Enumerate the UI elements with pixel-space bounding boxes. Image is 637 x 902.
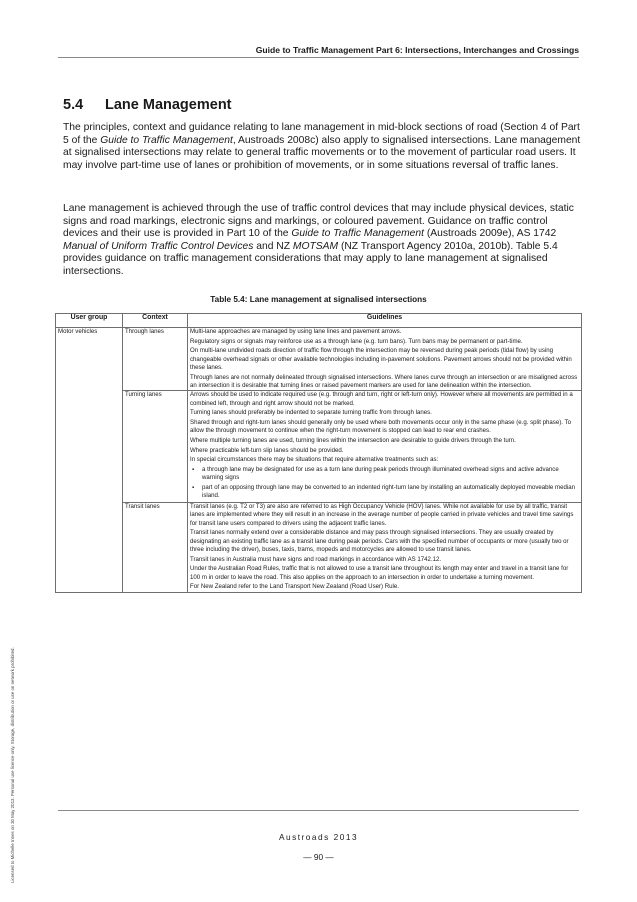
paragraph-1: The principles, context and guidance relating to lane management in mid-block sections of road (Section 4 of Part 5 of the Guide to Traffic Management, Austroads 2008c) also apply to signalised intersections. Lane management at signalised intersections may relate to general traffic movements or to the movement of particular road users. It may involve part-time use of lanes or prohibition of movements, or in some situations reversal of traffic lanes.: [63, 122, 581, 171]
footer-divider: [58, 810, 579, 811]
guideline-text: Turning lanes should preferably be indented to separate turning traffic from through lanes.: [190, 409, 432, 417]
licence-side-note: [2, 513, 15, 883]
guidelines-cell: [188, 328, 582, 391]
page-number: — 90 —: [303, 852, 334, 862]
guideline-text: In special circumstances there may be situations that require alternative treatments such as:: [190, 456, 439, 464]
section-heading: [63, 97, 232, 113]
guide-reference: Guide to Traffic Management: [100, 134, 233, 146]
context-cell: Through lanes: [123, 328, 188, 391]
guideline-text: Arrows should be used to indicate required use (e.g. through and turn, right or left-turn only). However where all movements are permitted in a combined left, through and right arrow should not be marked.: [190, 391, 573, 407]
motsam-reference: MOTSAM: [292, 240, 339, 252]
guideline-text: Multi-lane approaches are managed by using lane lines and pavement arrows.: [190, 328, 402, 335]
licence-side-note-text: Licensed to Michelle Innes on 30 May 2013. Personal use licence only. Storage, distribution or use on network prohibited.: [10, 647, 15, 883]
guideline-text: Where multiple turning lanes are used, turning lines within the intersection are desirable to guide drivers through the turn.: [190, 437, 516, 444]
manual-reference: Manual of Uniform Traffic Control Devices: [63, 240, 254, 252]
guideline-text: Transit lanes in Australia must have signs and road markings in accordance with AS 1742.12.: [190, 555, 442, 563]
guideline-text: Transit lanes (e.g. T2 or T3) are also are referred to as High Occupancy Vehicle (HOV) lanes. While not available for use by all traffic, transit lanes are implemented where they will result in an increase in the average number of people carried in private vehicles and travel time savings for transit lane users compared to drivers using the adjacent traffic lanes.: [190, 502, 574, 527]
guidelines-cell: [188, 391, 582, 502]
running-header-title: Guide to Traffic Management Part 6: Intersections, Interchanges and Crossings: [255, 45, 579, 55]
bullet-item: ▪ a through lane may be designated for use as a turn lane during peak periods through illuminated overhead signs and active advance warning signs: [190, 466, 579, 483]
header-guidelines: Guidelines: [188, 314, 582, 328]
bullet-item: ▪ part of an opposing through lane may be converted to an indented right-turn lane by installing an automatically deployed moveable median island.: [190, 484, 579, 501]
header-user-group: User group: [56, 314, 123, 328]
guide-reference: Guide to Traffic Management: [291, 228, 424, 240]
user-group-cell: Motor vehicles: [56, 328, 123, 593]
table-row-through-lanes: [56, 328, 582, 391]
footer-organisation: Austroads 2013: [278, 832, 359, 842]
context-cell: Turning lanes: [123, 391, 188, 502]
header-divider: [58, 57, 579, 58]
context-cell: Transit lanes: [123, 502, 188, 592]
lane-management-table: [55, 313, 582, 593]
table-header-row: [56, 314, 582, 328]
guideline-text: On multi-lane undivided roads direction of traffic flow through the intersection may be reversed during peak periods (tidal flow) by using changeable overhead signals or other available technologies including in-pavement solutions. Pavement arrows should not be provided within these lanes.: [190, 347, 572, 371]
guideline-text: Where practicable left-turn slip lanes should be provided.: [190, 446, 344, 454]
table-row-transit-lanes: [56, 502, 582, 592]
guideline-text: Shared through and right-turn lanes should generally only be used where both movements occur only in the same phase (e.g. split phase). To allow the through movement to continue when the right-turn movement is stopped can lead to rear end crashes.: [190, 419, 571, 435]
guideline-text: Under the Australian Road Rules, traffic that is not allowed to use a transit lane throughout its length may enter and travel in a transit lane for 100 m in order to leave the road. This also applies on the approach to an intersection in order to undertake a turning movement.: [190, 565, 569, 581]
section-number: 5.4: [63, 97, 84, 113]
guideline-text: Through lanes are not normally delineated through signalised intersections. Where lanes curve through an intersection or are misaligned across an intersection it is desirable that turning lines or raised pavement markers are used for lane delineation within the intersection.: [190, 373, 578, 389]
header-context: Context: [123, 314, 188, 328]
guideline-text: Transit lanes normally extend over a considerable distance and may pass through signalised intersections. They are usually created by designating an existing traffic lane as a transit lane during peak periods. Cars with the specified number of occupants or more (usually two or three including the driver), buses, taxis, trams, mopeds and motorcycles are allowed to use transit lanes.: [190, 529, 569, 553]
table-caption: Table 5.4: Lane management at signalised intersections: [210, 295, 427, 304]
paragraph-2: Lane management is achieved through the use of traffic control devices that may include physical devices, static signs and road markings, electronic signs and markings, or coloured pavement. Guidance on traffic control devices and their use is provided in Part 10 of the Guide to Traffic Management (Austroads 2009e), AS 1742 Manual of Uniform Traffic Control Devices and NZ MOTSAM (NZ Transport Agency 2010a, 2010b). Table 5.4 provides guidance on traffic management considerations that may apply to lane management at signalised intersections.: [63, 203, 574, 277]
guideline-text: Regulatory signs or signals may reinforce use as a through lane (e.g. turn bans). Turn bans may be permanent or part-time.: [190, 337, 523, 345]
table-row-turning-lanes: [56, 391, 582, 502]
guidelines-cell: [188, 502, 582, 592]
guideline-text: For New Zealand refer to the Land Transport New Zealand (Road User) Rule.: [190, 583, 399, 591]
section-title: Lane Management: [105, 97, 232, 113]
